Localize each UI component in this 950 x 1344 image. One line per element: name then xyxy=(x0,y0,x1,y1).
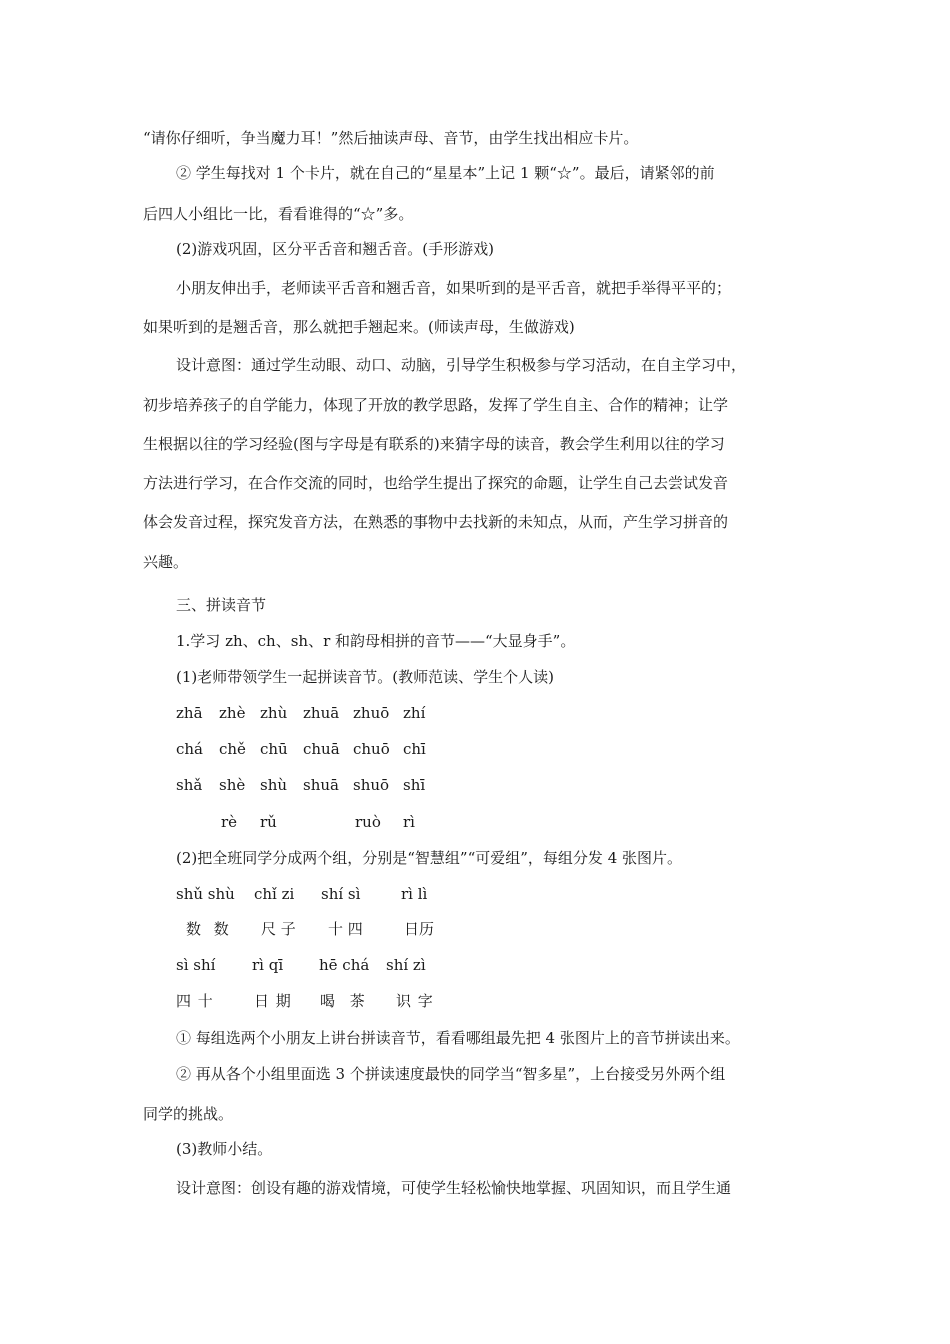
card-hanzi: 尺 子 xyxy=(261,920,296,938)
card-pinyin: shí zì xyxy=(386,956,426,974)
section-heading: 三、拼读音节 xyxy=(176,596,267,614)
text-line: 设计意图：通过学生动眼、动口、动脑，引导学生积极参与学习活动，在自主学习中， xyxy=(176,356,747,374)
syllable: rè xyxy=(221,813,238,831)
syllable: ruò xyxy=(355,813,381,831)
card-hanzi: 十 四 xyxy=(328,920,363,938)
text-line: 生根据以往的学习经验(图与字母是有联系的)来猜字母的读音，教会学生利用以往的学习 xyxy=(143,435,725,453)
syllable: zhā xyxy=(176,704,203,722)
syllable: shī xyxy=(403,776,426,794)
card-pinyin: rì qī xyxy=(252,956,284,974)
card-hanzi: 日 期 xyxy=(254,992,291,1010)
card-hanzi: 四 十 xyxy=(176,992,213,1010)
text-line: 后四人小组比一比，看看谁得的“☆”多。 xyxy=(143,205,414,223)
syllable: shè xyxy=(219,776,246,794)
card-pinyin: shí sì xyxy=(321,885,361,903)
syllable: chū xyxy=(260,740,288,758)
text-line: (1)老师带领学生一起拼读音节。(教师范读、学生个人读) xyxy=(176,668,554,686)
syllable: shuō xyxy=(353,776,390,794)
card-hanzi: 数 数 xyxy=(186,920,229,938)
syllable: shǎ xyxy=(176,776,203,794)
card-pinyin: sì shí xyxy=(176,956,216,974)
text-line: 设计意图：创设有趣的游戏情境，可使学生轻松愉快地掌握、巩固知识，而且学生通 xyxy=(176,1179,732,1197)
syllable: chě xyxy=(219,740,246,758)
text-line: 小朋友伸出手，老师读平舌音和翘舌音，如果听到的是平舌音，就把手举得平平的； xyxy=(176,279,732,297)
text-line: 初步培养孩子的自学能力，体现了开放的教学思路，发挥了学生自主、合作的精神；让学 xyxy=(143,396,729,414)
text-line: (2)游戏巩固，区分平舌音和翘舌音。(手形游戏) xyxy=(176,240,494,258)
card-pinyin: hē chá xyxy=(319,956,370,974)
text-line: 体会发音过程，探究发音方法，在熟悉的事物中去找新的未知点，从而，产生学习拼音的 xyxy=(143,513,729,531)
text-line: “请你仔细听，争当魔力耳！”然后抽读声母、音节，由学生找出相应卡片。 xyxy=(143,129,639,147)
card-pinyin: chǐ zi xyxy=(254,885,295,903)
text-line: 1.学习 zh、ch、sh、r 和韵母相拼的音节——“大显身手”。 xyxy=(176,632,576,650)
text-line: 同学的挑战。 xyxy=(143,1105,234,1123)
card-hanzi: 日历 xyxy=(404,920,435,938)
text-line: 兴趣。 xyxy=(143,553,189,571)
text-line: 方法进行学习，在合作交流的同时，也给学生提出了探究的命题，让学生自己去尝试发音 xyxy=(143,474,729,492)
card-pinyin: rì lì xyxy=(401,885,428,903)
syllable: zhí xyxy=(403,704,426,722)
syllable: chá xyxy=(176,740,204,758)
card-pinyin: shǔ shù xyxy=(176,885,235,903)
syllable: shuā xyxy=(303,776,339,794)
text-line: (2)把全班同学分成两个组，分别是“智慧组”“可爱组”，每组分发 4 张图片。 xyxy=(176,849,683,867)
text-line: (3)教师小结。 xyxy=(176,1140,273,1158)
syllable: chī xyxy=(403,740,426,758)
syllable: shù xyxy=(260,776,288,794)
syllable: zhè xyxy=(219,704,246,722)
syllable: zhù xyxy=(260,704,288,722)
syllable: chuō xyxy=(353,740,390,758)
syllable: rì xyxy=(403,813,415,831)
text-line: ② 学生每找对 1 个卡片，就在自己的“星星本”上记 1 颗“☆”。最后，请紧邻的前 xyxy=(176,164,715,182)
card-hanzi: 识 字 xyxy=(396,992,433,1010)
syllable: chuā xyxy=(303,740,340,758)
syllable: zhuā xyxy=(303,704,340,722)
syllable: rǔ xyxy=(260,813,277,831)
text-line: ② 再从各个小组里面选 3 个拼读速度最快的同学当“智多星”，上台接受另外两个组 xyxy=(176,1065,726,1083)
card-hanzi: 喝 茶 xyxy=(320,992,365,1010)
text-line: 如果听到的是翘舌音，那么就把手翘起来。(师读声母，生做游戏) xyxy=(143,318,575,336)
text-line: ① 每组选两个小朋友上讲台拼读音节，看看哪组最先把 4 张图片上的音节拼读出来。 xyxy=(176,1029,740,1047)
syllable: zhuō xyxy=(353,704,390,722)
